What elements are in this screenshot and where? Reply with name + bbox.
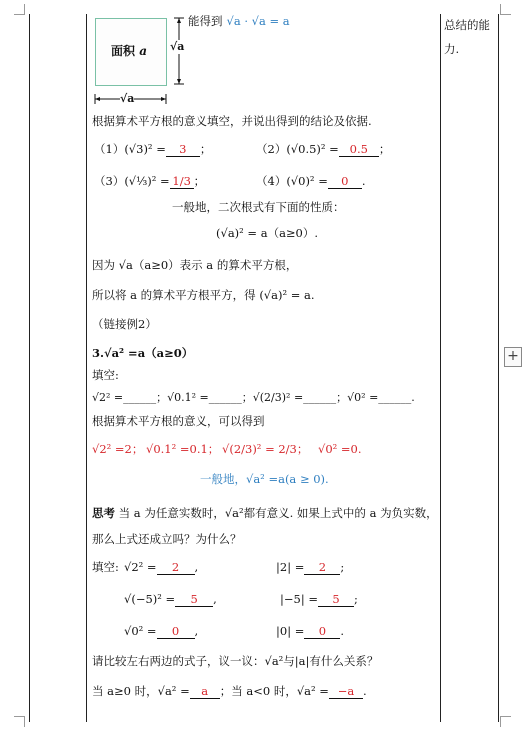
square-dimension-lines <box>88 14 198 106</box>
section2-answer-1: √2² =2； <box>92 442 144 456</box>
last-line: 当 a≥0 时，√a² = a ；当 a<0 时，√a² = −a . <box>92 684 367 698</box>
section2-general: 一般地，√a² =a(a ≥ 0). <box>200 472 329 486</box>
q3: （3）(√⅓)² = 1/3 ； <box>94 174 206 188</box>
side-label-vertical: √a <box>170 40 185 53</box>
compare-line: 请比较左右两边的式子，议一议：√a²与|a|有什么关系？ <box>92 654 379 668</box>
section2-answer-4: √0² =0. <box>318 442 362 456</box>
right-col-line1: 总结的能 <box>444 18 490 32</box>
row1-left: √2² = 2 , <box>124 560 199 574</box>
area-label: 面积 a <box>111 44 147 58</box>
row2-right: |−5| = 5 ; <box>280 592 358 606</box>
section2-answer-3: √(2/3)² = 2/3； <box>222 442 309 456</box>
q2: （2）(√0.5)² = 0.5 ； <box>256 142 391 156</box>
side-label-horizontal: √a <box>120 92 135 105</box>
add-row-button[interactable]: + <box>504 347 522 367</box>
section2-fill-row: √2² =______；√0.1² =______；√(2/3)² =______；√0² =______. <box>92 391 415 404</box>
row3-right: |0| = 0 . <box>276 624 345 638</box>
figure-caption: 能得到 √a · √a = a <box>188 14 290 28</box>
crop-mark-top-left <box>14 4 25 15</box>
table-border-right <box>498 14 499 722</box>
row1-right: |2| = 2 ; <box>276 560 345 574</box>
crop-mark-bottom-left <box>14 716 25 727</box>
q4: （4）(√0)² = 0 . <box>256 174 366 188</box>
row2-left: √(−5)² = 5 , <box>124 592 217 606</box>
section2-answer-2: √0.1² =0.1； <box>146 442 220 456</box>
generally-line: 一般地，二次根式有下面的性质： <box>172 200 345 214</box>
table-border-col2 <box>440 14 441 722</box>
think-line-2: 那么上式还成立吗？为什么？ <box>92 532 242 546</box>
section1-intro: 根据算术平方根的意义填空，并说出得到的结论及依据. <box>92 114 372 128</box>
therefore-line: 所以将 a 的算术平方根平方，得 (√a)² = a. <box>92 288 315 302</box>
table-border-left <box>29 14 30 722</box>
section3-fill-label: 填空: <box>92 560 119 574</box>
section2-meaning: 根据算术平方根的意义，可以得到 <box>92 414 265 428</box>
link-note: （链接例2） <box>92 317 157 331</box>
crop-mark-top-right <box>500 4 511 15</box>
row3-left: √0² = 0 , <box>124 624 199 638</box>
right-col-line2: 力. <box>444 42 460 56</box>
property-formula: (√a)² = a（a≥0）. <box>216 226 319 240</box>
table-border-col1 <box>86 14 87 722</box>
think-line-1: 思考 当 a 为任意实数时，√a²都有意义. 如果上式中的 a 为负实数， <box>92 506 438 520</box>
section2-heading: 3.√a² =a（a≥0） <box>92 346 194 360</box>
section2-fill-label: 填空: <box>92 368 119 382</box>
because-line: 因为 √a（a≥0）表示 a 的算术平方根， <box>92 258 298 272</box>
crop-mark-bottom-right <box>500 716 511 727</box>
q1: （1）(√3)² = 3 ； <box>94 142 212 156</box>
